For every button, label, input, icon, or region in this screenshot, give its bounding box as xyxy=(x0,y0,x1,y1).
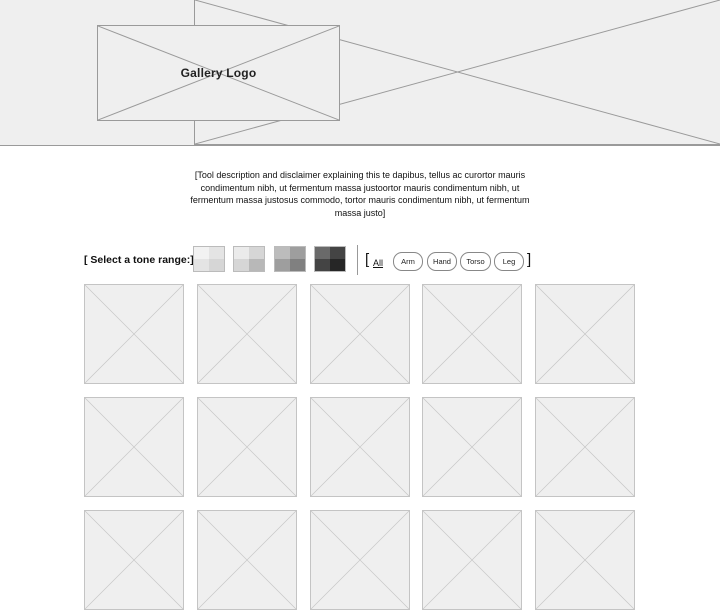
filter-divider xyxy=(357,245,358,275)
gallery-thumbnail[interactable] xyxy=(422,397,522,497)
tone-swatch-light[interactable] xyxy=(193,246,225,272)
tone-range-label: [ Select a tone range:] xyxy=(84,254,194,266)
tone-swatch-mid[interactable] xyxy=(274,246,306,272)
gallery-thumbnail[interactable] xyxy=(422,284,522,384)
tool-description: [Tool description and disclaimer explaining this te dapibus, tellus ac curortor mauris condimentum nibh, ut fermentum massa justoortor mauris condimentum nibh, ut fermentum massa justosus commodo, tortor mauris condimentum nibh, ut fermentum massa justo] xyxy=(190,170,530,218)
gallery-thumbnail[interactable] xyxy=(535,397,635,497)
gallery-thumbnail[interactable] xyxy=(310,510,410,610)
filter-open-bracket: [ xyxy=(365,251,370,268)
gallery-logo-text: Gallery Logo xyxy=(180,66,257,80)
gallery-thumbnail[interactable] xyxy=(422,510,522,610)
filter-pill-hand[interactable]: Hand xyxy=(427,252,457,271)
gallery-thumbnail[interactable] xyxy=(197,397,297,497)
gallery-thumbnail[interactable] xyxy=(310,284,410,384)
tone-swatch-light-mid[interactable] xyxy=(233,246,265,272)
filter-pill-arm[interactable]: Arm xyxy=(393,252,423,271)
gallery-thumbnail[interactable] xyxy=(84,510,184,610)
gallery-thumbnail[interactable] xyxy=(84,284,184,384)
gallery-thumbnail[interactable] xyxy=(197,284,297,384)
gallery-thumbnail[interactable] xyxy=(197,510,297,610)
gallery-thumbnail[interactable] xyxy=(535,510,635,610)
filter-pill-torso[interactable]: Torso xyxy=(460,252,491,271)
gallery-thumbnail[interactable] xyxy=(84,397,184,497)
tone-swatch-dark[interactable] xyxy=(314,246,346,272)
filter-all-link[interactable]: All xyxy=(373,258,384,268)
gallery-thumbnail[interactable] xyxy=(535,284,635,384)
gallery-thumbnail[interactable] xyxy=(310,397,410,497)
filter-pill-leg[interactable]: Leg xyxy=(494,252,524,271)
filter-close-bracket: ] xyxy=(527,251,532,268)
header-banner xyxy=(0,0,720,146)
